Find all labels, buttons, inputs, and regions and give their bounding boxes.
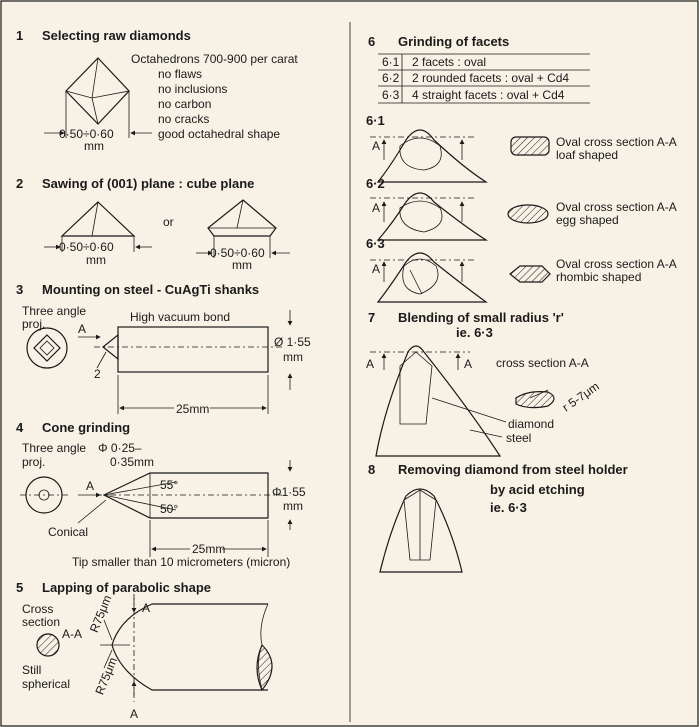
s7-a-right: A [464,357,473,371]
s3-proj: proj. [22,317,46,331]
s7-diamond: diamond [508,417,555,431]
s6-item-2-cap2: rhombic shaped [556,270,642,284]
s6-item-1-a: A [372,201,381,215]
s3-bond: High vacuum bond [130,310,231,324]
s3-length: 25mm [176,402,210,416]
s1-criteria-1: no flaws [158,67,203,81]
s3-dia: Ø 1·55 [274,335,311,349]
s5-r-top: R75μm [86,593,115,635]
s1-criteria-2: no inclusions [158,82,228,96]
octahedron-drawing [44,58,152,138]
s1-criteria-0: Octahedrons 700-900 per carat [131,52,298,66]
s1-criteria-3: no carbon [158,97,212,111]
s4-length: 25mm [192,542,226,556]
s3-label-2: 2 [94,367,101,381]
cone-ground-shank [78,460,290,557]
s1-unit: mm [84,139,104,153]
s6-table-1-desc: 2 rounded facets : oval + Cd4 [412,71,570,85]
s8-sub1: by acid etching [490,482,585,497]
s5-title: Lapping of parabolic shape [42,580,212,595]
s2-title: Sawing of (001) plane : cube plane [42,176,255,191]
s5-label-a-top: A [142,601,151,615]
s1-dim: 0·50÷0·60 [59,127,114,141]
s4-number: 4 [16,420,24,435]
s6-item-2-a: A [372,262,381,276]
end-view-circle [27,328,67,368]
s5-number: 5 [16,580,24,595]
parabolic-tip-drawing [100,594,272,702]
section-2 [16,176,290,272]
s2-dim-right: 0·50÷0·60 [210,246,265,260]
s4-angle1: 55° [160,478,179,492]
s6-item-1-cap2: egg shaped [556,213,619,227]
s8-number: 8 [368,462,376,477]
cone-end-view [20,477,68,513]
s6-table-0-desc: 2 facets : oval [412,55,487,69]
s6-table-0-id: 6·1 [382,55,400,69]
egg-cross-section [508,205,548,223]
s6-item-2-cap1: Oval cross section A-A [556,257,677,271]
s5-label-a-bottom: A [130,707,139,721]
facet-6-3-drawing [370,253,486,302]
s4-dia-unit: mm [283,499,303,513]
s6-item-0-id: 6·1 [366,113,385,128]
s5-r-bottom: R75μm [92,655,120,697]
s2-unit-left: mm [86,253,106,267]
facet-6-1-drawing [370,130,486,182]
section-5 [16,580,272,721]
s6-table-1-id: 6·2 [382,71,400,85]
released-diamond-drawing [380,489,462,572]
s2-unit-right: mm [232,258,252,272]
s2-dim-left: 0·50÷0·60 [59,240,114,254]
s7-r: r 5-7μm [559,379,602,415]
s3-dia-unit: mm [283,350,303,364]
section-7 [366,310,602,456]
s5-section: section [22,615,61,629]
rhombic-cross-section [510,266,550,282]
spherical-cross-section [37,634,59,656]
s4-d1: Φ 0·25– [98,441,142,455]
s1-title: Selecting raw diamonds [42,28,191,43]
s4-title: Cone grinding [42,420,131,435]
s5-still: Still [22,663,42,677]
s7-number: 7 [368,310,376,325]
s6-item-1-cap1: Oval cross section A-A [556,200,677,214]
s4-dia: Φ1·55 [272,485,306,499]
s8-title: Removing diamond from steel holder [398,462,628,477]
s7-steel: steel [506,431,532,445]
s1-criteria-5: good octahedral shape [158,127,281,141]
s6-number: 6 [368,34,376,49]
s4-conical: Conical [48,525,89,539]
s6-title: Grinding of facets [398,34,510,49]
s6-table-2-id: 6·3 [382,88,400,102]
s3-label-a: A [78,322,87,336]
s7-sub: ie. 6·3 [456,325,493,340]
s4-tip: Tip smaller than 10 micrometers (micron) [72,555,291,569]
s6-item-0-cap2: loaf shaped [556,148,619,162]
s4-three-angle: Three angle [22,441,87,455]
s3-three-angle: Three angle [22,304,87,318]
s1-criteria-4: no cracks [158,112,210,126]
s2-or: or [163,215,174,229]
section-6 [366,34,677,302]
s5-spherical: spherical [22,677,71,691]
s6-item-0-a: A [372,139,381,153]
s5-cross: Cross [22,602,54,616]
s6-item-0-cap1: Oval cross section A-A [556,135,677,149]
section-8 [368,462,628,572]
s3-title: Mounting on steel - CuAgTi shanks [42,282,260,297]
s4-proj: proj. [22,455,46,469]
s4-angle2: 50° [160,502,179,516]
s8-sub2: ie. 6·3 [490,500,527,515]
facet-6-2-drawing [370,193,486,240]
s2-number: 2 [16,176,24,191]
s3-number: 3 [16,282,24,297]
s7-cross: cross section A-A [496,356,589,370]
loaf-cross-section [511,137,549,155]
s5-aa: A-A [62,627,83,641]
section-1 [16,28,298,153]
s6-item-1-id: 6·2 [366,176,385,191]
s7-title: Blending of small radius 'r' [398,310,564,325]
section-4 [16,420,306,569]
s4-d2: 0·35mm [110,455,155,469]
blended-cross-section [516,392,554,408]
s6-table-2-desc: 4 straight facets : oval + Cd4 [412,88,565,102]
mounted-shank [94,310,290,414]
s6-item-2-id: 6·3 [366,236,385,251]
s7-a-left: A [366,357,375,371]
section-3 [16,282,311,416]
s1-number: 1 [16,28,24,43]
s4-label-a: A [86,479,95,493]
